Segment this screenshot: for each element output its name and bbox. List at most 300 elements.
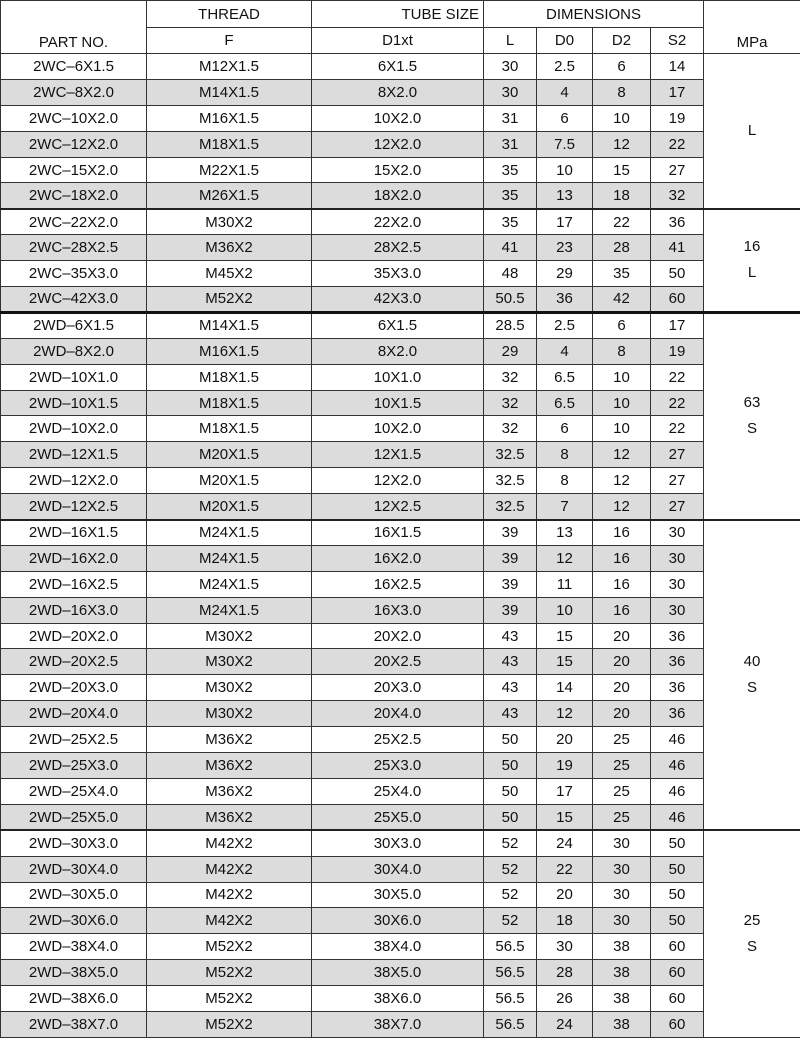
- thread-cell: M36X2: [147, 727, 312, 753]
- table-row: [1, 727, 800, 753]
- tube-size-cell: 12X2.5: [312, 494, 484, 520]
- table-row: [1, 986, 800, 1012]
- tube-size-cell: 12X1.5: [312, 442, 484, 468]
- pressure-rating-line: 63: [704, 390, 800, 416]
- dim-d0-cell: 12: [537, 701, 593, 727]
- dim-s2-cell: 27: [651, 442, 704, 468]
- part-no-cell: 2WC–10X2.0: [1, 105, 147, 131]
- part-no-cell: 2WD–25X4.0: [1, 778, 147, 804]
- dim-d2-cell: 8: [593, 338, 651, 364]
- table-row: [1, 312, 800, 338]
- tube-size-cell: 38X6.0: [312, 986, 484, 1012]
- pressure-rating-line: S: [704, 675, 800, 701]
- thread-cell: M30X2: [147, 675, 312, 701]
- dim-s2-cell: 46: [651, 753, 704, 779]
- dim-l-cell: 30: [484, 54, 537, 80]
- dim-l-cell: 56.5: [484, 934, 537, 960]
- thread-cell: M20X1.5: [147, 468, 312, 494]
- dim-l-cell: 52: [484, 882, 537, 908]
- dim-s2-cell: 36: [651, 649, 704, 675]
- dim-s2-cell: 17: [651, 79, 704, 105]
- dim-d2-cell: 10: [593, 364, 651, 390]
- dim-d2-cell: 16: [593, 545, 651, 571]
- dim-d0-cell: 15: [537, 623, 593, 649]
- table-row: [1, 960, 800, 986]
- dim-d2-cell: 38: [593, 934, 651, 960]
- part-no-cell: 2WD–10X2.0: [1, 416, 147, 442]
- tube-size-cell: 12X2.0: [312, 468, 484, 494]
- thread-cell: M52X2: [147, 287, 312, 313]
- tube-size-cell: 28X2.5: [312, 235, 484, 261]
- table-row: [1, 623, 800, 649]
- thread-cell: M36X2: [147, 753, 312, 779]
- tube-size-cell: 10X1.5: [312, 390, 484, 416]
- part-no-cell: 2WD–25X5.0: [1, 804, 147, 830]
- dim-l-cell: 50: [484, 753, 537, 779]
- header-tube-size: TUBE SIZE: [312, 1, 484, 28]
- thread-cell: M24X1.5: [147, 520, 312, 546]
- dim-s2-cell: 22: [651, 131, 704, 157]
- dim-l-cell: 32.5: [484, 442, 537, 468]
- table-row: [1, 675, 800, 701]
- table-row: [1, 105, 800, 131]
- table-row: [1, 235, 800, 261]
- pressure-rating-cell: [704, 312, 800, 519]
- dim-d2-cell: 42: [593, 287, 651, 313]
- dim-l-cell: 31: [484, 131, 537, 157]
- header-dim-d0: D0: [537, 28, 593, 54]
- dim-l-cell: 39: [484, 545, 537, 571]
- dim-s2-cell: 30: [651, 597, 704, 623]
- dim-d2-cell: 16: [593, 597, 651, 623]
- dim-l-cell: 39: [484, 571, 537, 597]
- dim-d2-cell: 25: [593, 804, 651, 830]
- thread-cell: M26X1.5: [147, 183, 312, 209]
- table-row: [1, 934, 800, 960]
- tube-size-cell: 30X6.0: [312, 908, 484, 934]
- thread-cell: M42X2: [147, 856, 312, 882]
- part-no-cell: 2WD–38X4.0: [1, 934, 147, 960]
- dim-d0-cell: 20: [537, 882, 593, 908]
- thread-cell: M14X1.5: [147, 79, 312, 105]
- pressure-rating-cell: [704, 209, 800, 313]
- dim-s2-cell: 60: [651, 1011, 704, 1037]
- dim-d0-cell: 12: [537, 545, 593, 571]
- dim-d0-cell: 24: [537, 1011, 593, 1037]
- dim-d2-cell: 28: [593, 235, 651, 261]
- part-no-cell: 2WD–25X2.5: [1, 727, 147, 753]
- thread-cell: M16X1.5: [147, 105, 312, 131]
- table-row: [1, 54, 800, 80]
- dim-s2-cell: 30: [651, 571, 704, 597]
- dim-d0-cell: 14: [537, 675, 593, 701]
- dim-s2-cell: 17: [651, 312, 704, 338]
- dim-d2-cell: 25: [593, 778, 651, 804]
- dim-l-cell: 56.5: [484, 986, 537, 1012]
- dim-d0-cell: 8: [537, 468, 593, 494]
- part-no-cell: 2WC–6X1.5: [1, 54, 147, 80]
- dim-s2-cell: 50: [651, 830, 704, 856]
- dim-s2-cell: 46: [651, 778, 704, 804]
- dim-s2-cell: 46: [651, 804, 704, 830]
- tube-size-cell: 38X7.0: [312, 1011, 484, 1037]
- dim-l-cell: 52: [484, 908, 537, 934]
- part-no-cell: 2WD–38X5.0: [1, 960, 147, 986]
- tube-size-cell: 25X2.5: [312, 727, 484, 753]
- dim-l-cell: 32: [484, 390, 537, 416]
- dim-s2-cell: 50: [651, 908, 704, 934]
- part-no-cell: 2WD–10X1.5: [1, 390, 147, 416]
- dim-d2-cell: 35: [593, 261, 651, 287]
- dim-d0-cell: 30: [537, 934, 593, 960]
- dim-l-cell: 43: [484, 701, 537, 727]
- tube-size-cell: 8X2.0: [312, 79, 484, 105]
- dim-d0-cell: 19: [537, 753, 593, 779]
- table-row: [1, 1011, 800, 1037]
- dim-s2-cell: 36: [651, 623, 704, 649]
- dim-l-cell: 30: [484, 79, 537, 105]
- part-no-cell: 2WD–10X1.0: [1, 364, 147, 390]
- tube-size-cell: 16X3.0: [312, 597, 484, 623]
- dim-s2-cell: 27: [651, 157, 704, 183]
- pressure-rating-line: L: [704, 260, 800, 286]
- tube-size-cell: 25X3.0: [312, 753, 484, 779]
- dim-d2-cell: 12: [593, 468, 651, 494]
- part-no-cell: 2WC–42X3.0: [1, 287, 147, 313]
- dim-s2-cell: 41: [651, 235, 704, 261]
- tube-size-cell: 20X2.5: [312, 649, 484, 675]
- pressure-rating-line: 40: [704, 649, 800, 675]
- dim-d2-cell: 30: [593, 830, 651, 856]
- header-thread-f: F: [147, 28, 312, 54]
- thread-cell: M22X1.5: [147, 157, 312, 183]
- dim-s2-cell: 14: [651, 54, 704, 80]
- dim-d2-cell: 20: [593, 701, 651, 727]
- thread-cell: M36X2: [147, 235, 312, 261]
- part-no-cell: 2WC–15X2.0: [1, 157, 147, 183]
- tube-size-cell: 16X2.5: [312, 571, 484, 597]
- thread-cell: M20X1.5: [147, 442, 312, 468]
- dim-d0-cell: 29: [537, 261, 593, 287]
- dim-d2-cell: 10: [593, 416, 651, 442]
- thread-cell: M18X1.5: [147, 131, 312, 157]
- tube-size-cell: 6X1.5: [312, 54, 484, 80]
- part-no-cell: 2WC–22X2.0: [1, 209, 147, 235]
- tube-size-cell: 20X2.0: [312, 623, 484, 649]
- dim-s2-cell: 50: [651, 261, 704, 287]
- part-no-cell: 2WC–8X2.0: [1, 79, 147, 105]
- dim-d2-cell: 38: [593, 1011, 651, 1037]
- dim-d2-cell: 25: [593, 727, 651, 753]
- dim-l-cell: 35: [484, 183, 537, 209]
- dim-d0-cell: 22: [537, 856, 593, 882]
- dim-l-cell: 39: [484, 597, 537, 623]
- thread-cell: M42X2: [147, 908, 312, 934]
- dim-d2-cell: 25: [593, 753, 651, 779]
- thread-cell: M52X2: [147, 960, 312, 986]
- thread-cell: M14X1.5: [147, 312, 312, 338]
- dim-s2-cell: 22: [651, 416, 704, 442]
- part-no-cell: 2WD–30X4.0: [1, 856, 147, 882]
- dim-d0-cell: 17: [537, 778, 593, 804]
- header-part-no: PART NO.: [1, 1, 147, 54]
- dim-s2-cell: 19: [651, 105, 704, 131]
- thread-cell: M20X1.5: [147, 494, 312, 520]
- table-header: [1, 1, 800, 54]
- dim-d0-cell: 18: [537, 908, 593, 934]
- dim-s2-cell: 60: [651, 960, 704, 986]
- dim-d2-cell: 12: [593, 494, 651, 520]
- dim-l-cell: 32.5: [484, 494, 537, 520]
- dim-d0-cell: 15: [537, 649, 593, 675]
- tube-size-cell: 18X2.0: [312, 183, 484, 209]
- dim-d0-cell: 8: [537, 442, 593, 468]
- dim-l-cell: 43: [484, 649, 537, 675]
- dim-d0-cell: 4: [537, 79, 593, 105]
- dim-s2-cell: 36: [651, 209, 704, 235]
- table-body: [1, 54, 800, 1038]
- thread-cell: M52X2: [147, 1011, 312, 1037]
- tube-size-cell: 20X4.0: [312, 701, 484, 727]
- tube-size-cell: 25X4.0: [312, 778, 484, 804]
- pressure-rating-line: L: [704, 118, 800, 144]
- table-row: [1, 649, 800, 675]
- table-row: [1, 494, 800, 520]
- part-no-cell: 2WD–30X5.0: [1, 882, 147, 908]
- part-no-cell: 2WD–30X6.0: [1, 908, 147, 934]
- table-row: [1, 338, 800, 364]
- part-no-cell: 2WC–18X2.0: [1, 183, 147, 209]
- tube-size-cell: 20X3.0: [312, 675, 484, 701]
- table-row: [1, 131, 800, 157]
- tube-size-cell: 22X2.0: [312, 209, 484, 235]
- dim-d2-cell: 38: [593, 960, 651, 986]
- dim-d0-cell: 23: [537, 235, 593, 261]
- dim-d2-cell: 20: [593, 675, 651, 701]
- dim-l-cell: 50.5: [484, 287, 537, 313]
- dim-d0-cell: 6: [537, 105, 593, 131]
- part-no-cell: 2WD–6X1.5: [1, 312, 147, 338]
- thread-cell: M52X2: [147, 986, 312, 1012]
- header-dim-l: L: [484, 28, 537, 54]
- thread-cell: M18X1.5: [147, 364, 312, 390]
- table-row: [1, 183, 800, 209]
- dim-d2-cell: 38: [593, 986, 651, 1012]
- dim-l-cell: 31: [484, 105, 537, 131]
- dim-s2-cell: 19: [651, 338, 704, 364]
- tube-size-cell: 42X3.0: [312, 287, 484, 313]
- header-thread: THREAD: [147, 1, 312, 28]
- part-no-cell: 2WC–28X2.5: [1, 235, 147, 261]
- table-row: [1, 364, 800, 390]
- table-row: [1, 287, 800, 313]
- pressure-rating-cell: [704, 830, 800, 1037]
- header-dim-d2: D2: [593, 28, 651, 54]
- dim-l-cell: 39: [484, 520, 537, 546]
- table-row: [1, 416, 800, 442]
- dim-d0-cell: 17: [537, 209, 593, 235]
- pressure-rating-cell: [704, 54, 800, 209]
- dim-d0-cell: 7.5: [537, 131, 593, 157]
- tube-size-cell: 38X4.0: [312, 934, 484, 960]
- table-row: [1, 468, 800, 494]
- part-no-cell: 2WD–20X2.0: [1, 623, 147, 649]
- dim-l-cell: 28.5: [484, 312, 537, 338]
- tube-size-cell: 38X5.0: [312, 960, 484, 986]
- dim-d0-cell: 10: [537, 157, 593, 183]
- header-dimensions: DIMENSIONS: [484, 1, 704, 28]
- tube-size-cell: 6X1.5: [312, 312, 484, 338]
- table-row: [1, 571, 800, 597]
- dim-d0-cell: 6.5: [537, 390, 593, 416]
- dim-l-cell: 50: [484, 778, 537, 804]
- dim-l-cell: 56.5: [484, 1011, 537, 1037]
- thread-cell: M30X2: [147, 701, 312, 727]
- table-row: [1, 157, 800, 183]
- dim-l-cell: 32.5: [484, 468, 537, 494]
- dim-d0-cell: 13: [537, 183, 593, 209]
- part-no-cell: 2WD–12X2.0: [1, 468, 147, 494]
- dim-s2-cell: 60: [651, 986, 704, 1012]
- table-row: [1, 520, 800, 546]
- dim-d0-cell: 24: [537, 830, 593, 856]
- part-no-cell: 2WD–16X2.0: [1, 545, 147, 571]
- part-no-cell: 2WD–25X3.0: [1, 753, 147, 779]
- dim-s2-cell: 36: [651, 701, 704, 727]
- dim-d0-cell: 13: [537, 520, 593, 546]
- part-no-cell: 2WD–20X3.0: [1, 675, 147, 701]
- part-no-cell: 2WD–16X2.5: [1, 571, 147, 597]
- dim-d0-cell: 4: [537, 338, 593, 364]
- dim-l-cell: 35: [484, 209, 537, 235]
- part-no-cell: 2WD–30X3.0: [1, 830, 147, 856]
- dim-s2-cell: 27: [651, 494, 704, 520]
- dim-s2-cell: 50: [651, 856, 704, 882]
- dim-l-cell: 32: [484, 416, 537, 442]
- thread-cell: M16X1.5: [147, 338, 312, 364]
- dim-d2-cell: 10: [593, 390, 651, 416]
- table-row: [1, 442, 800, 468]
- tube-size-cell: 10X2.0: [312, 416, 484, 442]
- dim-l-cell: 52: [484, 830, 537, 856]
- table-row: [1, 830, 800, 856]
- thread-cell: M42X2: [147, 882, 312, 908]
- dim-d2-cell: 18: [593, 183, 651, 209]
- thread-cell: M36X2: [147, 804, 312, 830]
- thread-cell: M30X2: [147, 209, 312, 235]
- dim-s2-cell: 60: [651, 934, 704, 960]
- dim-d0-cell: 6.5: [537, 364, 593, 390]
- part-no-cell: 2WD–12X2.5: [1, 494, 147, 520]
- table-row: [1, 908, 800, 934]
- dim-s2-cell: 60: [651, 287, 704, 313]
- dim-d0-cell: 10: [537, 597, 593, 623]
- dim-l-cell: 48: [484, 261, 537, 287]
- dim-s2-cell: 50: [651, 882, 704, 908]
- dim-d0-cell: 20: [537, 727, 593, 753]
- dim-d0-cell: 2.5: [537, 54, 593, 80]
- dim-s2-cell: 30: [651, 545, 704, 571]
- dim-d2-cell: 15: [593, 157, 651, 183]
- dim-d0-cell: 7: [537, 494, 593, 520]
- dim-s2-cell: 27: [651, 468, 704, 494]
- part-no-cell: 2WD–16X3.0: [1, 597, 147, 623]
- thread-cell: M18X1.5: [147, 416, 312, 442]
- thread-cell: M18X1.5: [147, 390, 312, 416]
- dim-d0-cell: 28: [537, 960, 593, 986]
- part-no-cell: 2WD–12X1.5: [1, 442, 147, 468]
- table-row: [1, 882, 800, 908]
- thread-cell: M24X1.5: [147, 597, 312, 623]
- tube-size-cell: 12X2.0: [312, 131, 484, 157]
- dim-d0-cell: 2.5: [537, 312, 593, 338]
- dim-l-cell: 29: [484, 338, 537, 364]
- dim-d0-cell: 11: [537, 571, 593, 597]
- dim-s2-cell: 36: [651, 675, 704, 701]
- tube-size-cell: 30X5.0: [312, 882, 484, 908]
- tube-size-cell: 15X2.0: [312, 157, 484, 183]
- header-dim-s2: S2: [651, 28, 704, 54]
- dim-l-cell: 32: [484, 364, 537, 390]
- thread-cell: M12X1.5: [147, 54, 312, 80]
- tube-size-cell: 16X1.5: [312, 520, 484, 546]
- part-no-cell: 2WD–38X6.0: [1, 986, 147, 1012]
- dim-l-cell: 43: [484, 675, 537, 701]
- dim-d2-cell: 6: [593, 54, 651, 80]
- thread-cell: M36X2: [147, 778, 312, 804]
- dim-d2-cell: 30: [593, 856, 651, 882]
- part-no-cell: 2WD–20X2.5: [1, 649, 147, 675]
- tube-size-cell: 8X2.0: [312, 338, 484, 364]
- table-row: [1, 390, 800, 416]
- tube-size-cell: 10X2.0: [312, 105, 484, 131]
- part-no-cell: 2WD–20X4.0: [1, 701, 147, 727]
- dim-d2-cell: 30: [593, 882, 651, 908]
- part-no-cell: 2WD–8X2.0: [1, 338, 147, 364]
- thread-cell: M30X2: [147, 649, 312, 675]
- dim-d2-cell: 16: [593, 520, 651, 546]
- pressure-rating-line: S: [704, 934, 800, 960]
- tube-size-cell: 30X3.0: [312, 830, 484, 856]
- table-row: [1, 856, 800, 882]
- table-row: [1, 79, 800, 105]
- tube-size-cell: 10X1.0: [312, 364, 484, 390]
- dim-s2-cell: 30: [651, 520, 704, 546]
- part-no-cell: 2WC–35X3.0: [1, 261, 147, 287]
- dim-d2-cell: 20: [593, 623, 651, 649]
- table-row: [1, 804, 800, 830]
- dim-s2-cell: 46: [651, 727, 704, 753]
- dim-s2-cell: 22: [651, 390, 704, 416]
- dim-d0-cell: 36: [537, 287, 593, 313]
- tube-size-cell: 30X4.0: [312, 856, 484, 882]
- dim-l-cell: 35: [484, 157, 537, 183]
- dim-d0-cell: 15: [537, 804, 593, 830]
- dim-d2-cell: 22: [593, 209, 651, 235]
- table-row: [1, 597, 800, 623]
- table-row: [1, 261, 800, 287]
- table-row: [1, 701, 800, 727]
- dim-d2-cell: 10: [593, 105, 651, 131]
- thread-cell: M45X2: [147, 261, 312, 287]
- table-row: [1, 753, 800, 779]
- pressure-rating-line: 25: [704, 908, 800, 934]
- thread-cell: M24X1.5: [147, 545, 312, 571]
- header-tube-d1xt: D1xt: [312, 28, 484, 54]
- table-row: [1, 778, 800, 804]
- thread-cell: M42X2: [147, 830, 312, 856]
- dim-l-cell: 41: [484, 235, 537, 261]
